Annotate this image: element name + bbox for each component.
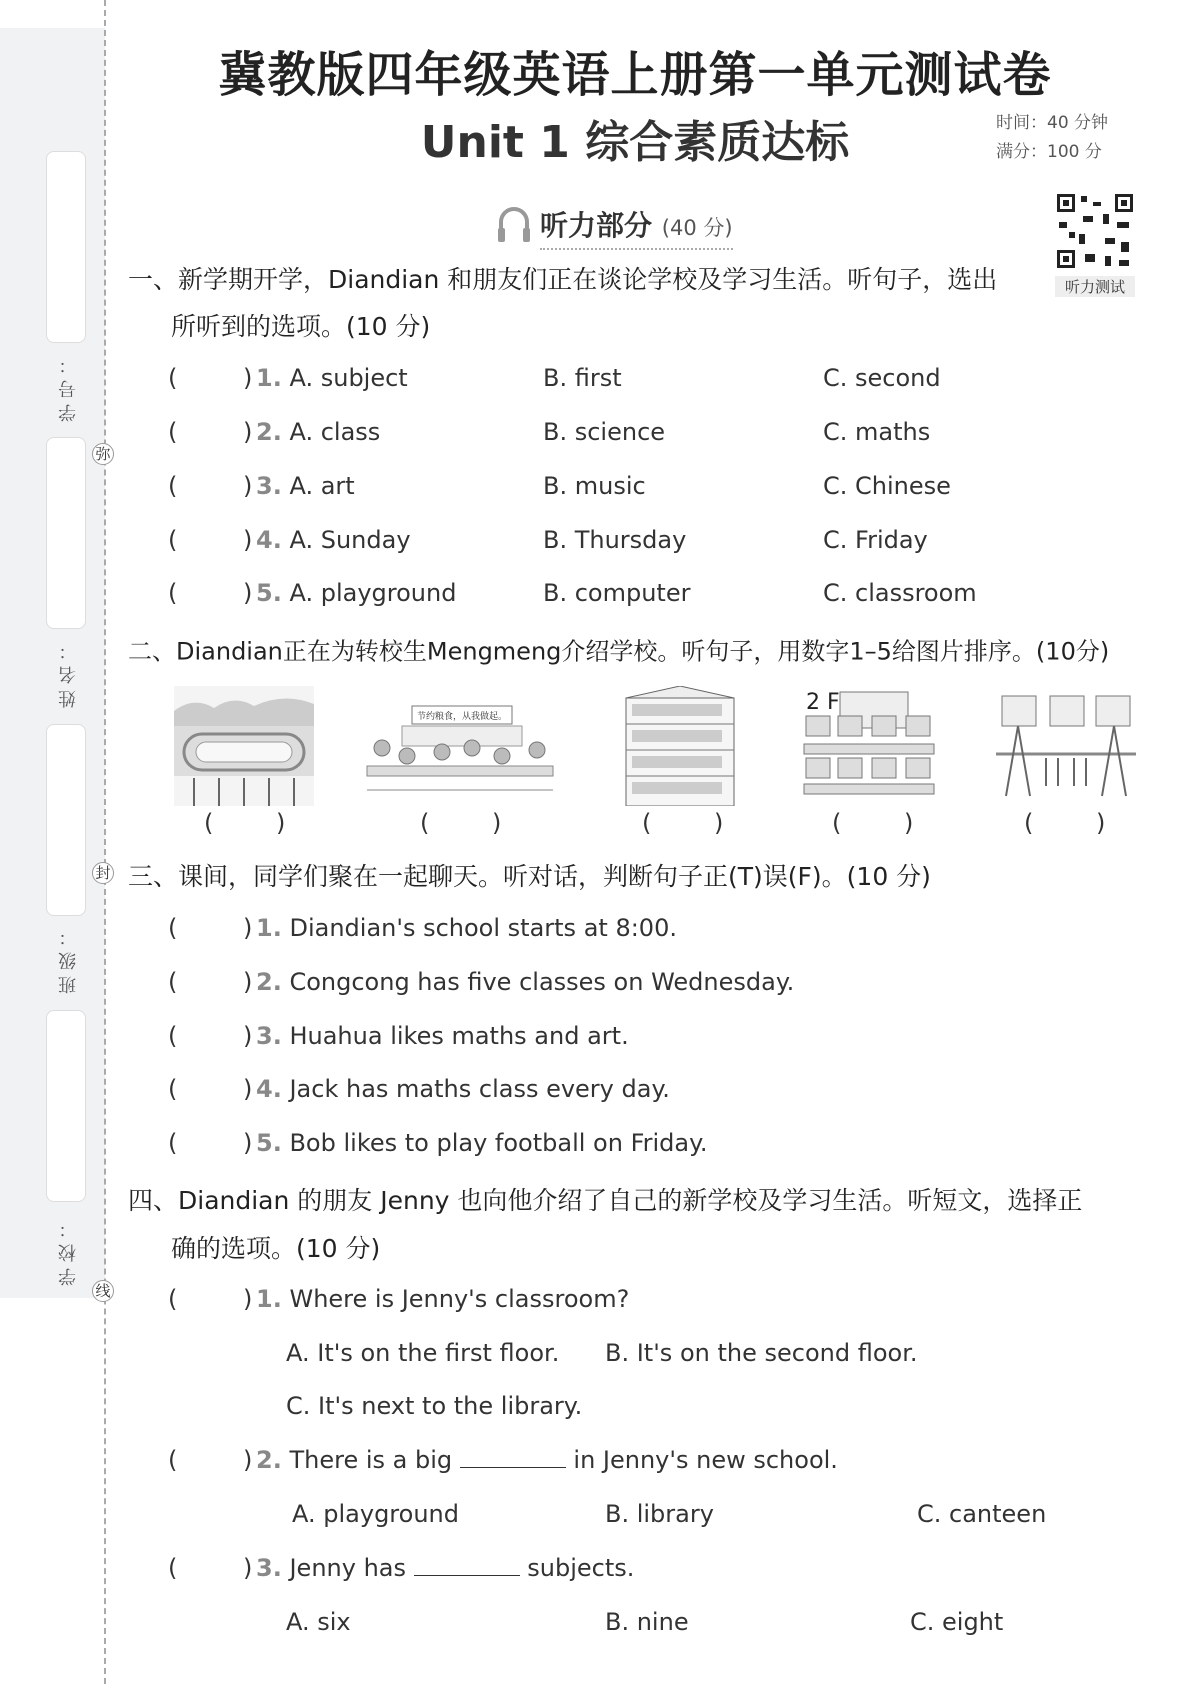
answer-paren-close: ) — [243, 1075, 253, 1103]
answer-paren-open[interactable]: ( — [168, 1022, 178, 1050]
option-b: B. first — [543, 364, 622, 392]
page-subtitle: Unit 1 综合素质达标 — [420, 117, 850, 168]
option-a: A. subject — [289, 364, 408, 392]
seal-mark: 封 — [92, 862, 114, 884]
fill-blank[interactable] — [460, 1448, 566, 1468]
answer-paren-close: ) — [243, 579, 253, 607]
question-number: 3. — [256, 472, 282, 500]
option-a: A. It's on the first floor. — [286, 1339, 560, 1367]
sec4-heading-cont: 确的选项。(10 分) — [171, 1234, 381, 1263]
answer-paren-open[interactable]: ( — [168, 1285, 178, 1313]
order-paren-close: ) — [276, 809, 286, 837]
answer-paren-close: ) — [243, 1022, 253, 1050]
statement-text: Huahua likes maths and art. — [289, 1022, 629, 1050]
answer-paren-open[interactable]: ( — [168, 968, 178, 996]
statement — [256, 914, 677, 942]
page-title: 冀教版四年级英语上册第一单元测试卷 — [218, 47, 1052, 103]
question-prompt-end: in Jenny's new school. — [573, 1446, 838, 1474]
qr-code[interactable] — [1055, 192, 1135, 270]
option-c: C. It's next to the library. — [286, 1392, 583, 1420]
question-prompt: There is a big — [289, 1446, 453, 1474]
time-limit: 时间：40 分钟 — [996, 113, 1109, 133]
canteen-banner: 节约粮食，从我做起。 — [416, 712, 508, 722]
answer-paren-open[interactable]: ( — [168, 1129, 178, 1157]
option-b: B. computer — [543, 579, 691, 607]
school-label: 学校： — [58, 1214, 79, 1286]
option-c: C. Friday — [823, 526, 928, 554]
class-label: 班级： — [58, 922, 79, 994]
question-option-a — [256, 364, 408, 392]
option-c: C. maths — [823, 418, 931, 446]
playground-image — [174, 686, 314, 806]
answer-paren-open[interactable]: ( — [168, 579, 178, 607]
option-c: C. eight — [910, 1608, 1004, 1636]
seal-mark: 线 — [92, 1280, 114, 1302]
question-option-a — [256, 526, 411, 554]
question-prompt: Where is Jenny's classroom? — [289, 1285, 630, 1313]
art-room-image — [996, 686, 1136, 806]
option-c: C. canteen — [917, 1500, 1047, 1528]
sec4-heading: 四、Diandian 的朋友 Jenny 也向他介绍了自己的新学校及学习生活。听短文，选择正 — [128, 1186, 1083, 1215]
answer-paren-close: ) — [243, 1285, 253, 1313]
option-b: B. music — [543, 472, 646, 500]
question-prompt: Jenny has — [289, 1554, 406, 1582]
statement — [256, 1129, 708, 1157]
answer-paren-close: ) — [243, 1446, 253, 1474]
name-field[interactable] — [46, 437, 86, 629]
question-number: 4. — [256, 1075, 282, 1103]
answer-paren-close: ) — [243, 472, 253, 500]
listening-section-title — [540, 204, 733, 250]
canteen-image — [362, 686, 558, 806]
seal-mark: 弥 — [92, 443, 114, 465]
option-c: C. Chinese — [823, 472, 951, 500]
question-number: 3. — [256, 1022, 282, 1050]
answer-paren-open[interactable]: ( — [168, 418, 178, 446]
computer-room-image — [800, 686, 940, 806]
answer-paren-close: ) — [243, 1129, 253, 1157]
answer-paren-open[interactable]: ( — [168, 1075, 178, 1103]
order-paren-close: ) — [714, 809, 724, 837]
sec1-heading-cont: 所听到的选项。(10 分) — [171, 312, 431, 341]
sec1-heading: 一、新学期开学，Diandian 和朋友们正在谈论学校及学习生活。听句子，选出 — [128, 265, 998, 294]
question-number: 1. — [256, 914, 282, 942]
question-number: 5. — [256, 1129, 282, 1157]
answer-paren-close: ) — [243, 968, 253, 996]
teaching-building-image — [622, 686, 738, 806]
statement-text: Congcong has five classes on Wednesday. — [289, 968, 795, 996]
question-number: 3. — [256, 1554, 282, 1582]
student-id-label: 学号： — [58, 350, 79, 422]
cut-line — [104, 0, 106, 1684]
statement — [256, 968, 794, 996]
answer-paren-open[interactable]: ( — [168, 1554, 178, 1582]
option-a: A. playground — [289, 579, 457, 607]
option-a: A. Sunday — [289, 526, 411, 554]
question-number: 1. — [256, 1285, 282, 1313]
answer-paren-close: ) — [243, 1554, 253, 1582]
statement — [256, 1075, 670, 1103]
fill-blank[interactable] — [414, 1556, 520, 1576]
question-number: 2. — [256, 418, 282, 446]
answer-paren-open[interactable]: ( — [168, 526, 178, 554]
question-option-a — [256, 418, 380, 446]
option-b: B. library — [605, 1500, 714, 1528]
section-title-text: 听力部分 — [540, 209, 653, 242]
question-option-a — [256, 472, 355, 500]
order-paren-open[interactable]: ( — [832, 809, 842, 837]
full-score: 满分：100 分 — [996, 142, 1102, 162]
student-id-field[interactable] — [46, 151, 86, 343]
question-text — [256, 1285, 629, 1313]
answer-paren-close: ) — [243, 914, 253, 942]
answer-paren-open[interactable]: ( — [168, 1446, 178, 1474]
order-paren-close: ) — [904, 809, 914, 837]
order-paren-open[interactable]: ( — [204, 809, 214, 837]
question-number: 1. — [256, 364, 282, 392]
question-option-a — [256, 579, 456, 607]
floor-label: 2 F — [806, 690, 840, 715]
question-text — [256, 1446, 838, 1474]
option-b: B. science — [543, 418, 666, 446]
name-label: 姓名： — [58, 636, 79, 708]
statement-text: Jack has maths class every day. — [289, 1075, 670, 1103]
option-c: C. second — [823, 364, 941, 392]
question-number: 2. — [256, 968, 282, 996]
option-a: A. playground — [292, 1500, 459, 1528]
option-a: A. class — [289, 418, 381, 446]
order-paren-open[interactable]: ( — [642, 809, 652, 837]
option-b: B. It's on the second floor. — [605, 1339, 918, 1367]
question-number: 2. — [256, 1446, 282, 1474]
answer-paren-open[interactable]: ( — [168, 364, 178, 392]
statement — [256, 1022, 629, 1050]
qr-label: 听力测试 — [1055, 276, 1135, 297]
school-field[interactable] — [46, 1010, 86, 1202]
sec3-heading: 三、课间，同学们聚在一起聊天。听对话，判断句子正(T)误(F)。(10 分) — [128, 862, 931, 891]
option-a: A. art — [289, 472, 355, 500]
answer-paren-open[interactable]: ( — [168, 914, 178, 942]
statement-text: Bob likes to play football on Friday. — [289, 1129, 708, 1157]
class-field[interactable] — [46, 724, 86, 916]
order-paren-close: ) — [1096, 809, 1106, 837]
question-number: 4. — [256, 526, 282, 554]
question-number: 5. — [256, 579, 282, 607]
order-paren-close: ) — [492, 809, 502, 837]
order-paren-open[interactable]: ( — [1024, 809, 1034, 837]
statement-text: Diandian's school starts at 8:00. — [289, 914, 677, 942]
headphones-icon — [496, 204, 532, 244]
option-b: B. Thursday — [543, 526, 687, 554]
sec2-heading: 二、Diandian正在为转校生Mengmeng介绍学校。听句子，用数字1–5给图片排序。(10分) — [128, 637, 1110, 666]
order-paren-open[interactable]: ( — [420, 809, 430, 837]
answer-paren-close: ) — [243, 526, 253, 554]
question-prompt-end: subjects. — [527, 1554, 635, 1582]
option-c: C. classroom — [823, 579, 977, 607]
question-text — [256, 1554, 634, 1582]
answer-paren-close: ) — [243, 418, 253, 446]
section-points: (40 分) — [661, 216, 733, 240]
answer-paren-close: ) — [243, 364, 253, 392]
answer-paren-open[interactable]: ( — [168, 472, 178, 500]
option-a: A. six — [286, 1608, 351, 1636]
option-b: B. nine — [605, 1608, 689, 1636]
